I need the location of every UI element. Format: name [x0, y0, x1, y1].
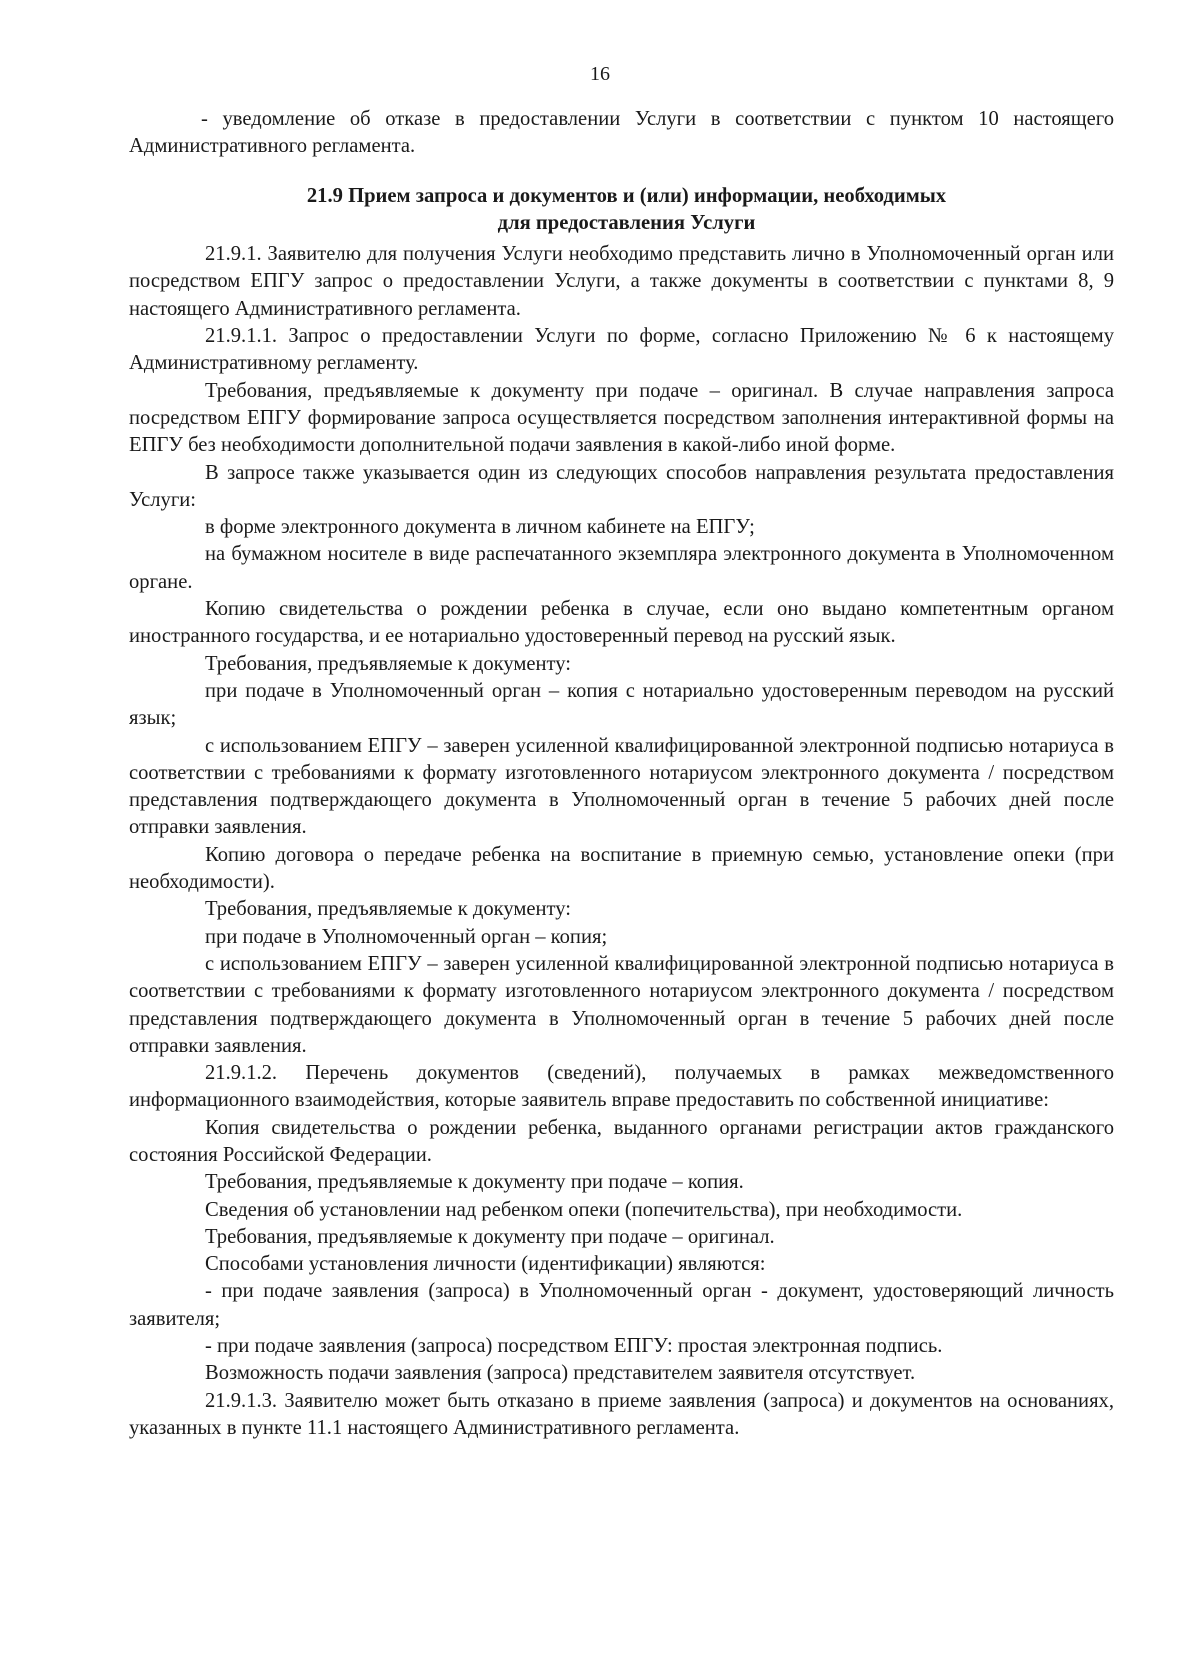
paragraph-foster-contract: Копию договора о передаче ребенка на воспитание в приемную семью, установление опеки (при необходимости).	[129, 843, 1114, 894]
paragraph-identification-office: - при подаче заявления (запроса) в Уполномоченный орган - документ, удостоверяющий личность заявителя;	[129, 1280, 1114, 1330]
paragraph-paper-form: на бумажном носителе в виде распечатанного экземпляра электронного документа в Уполномоченном органе.	[129, 543, 1114, 593]
paragraph-21-9-1-2: 21.9.1.2. Перечень документов (сведений), получаемых в рамках межведомственного информационного взаимодействия, которые заявитель вправе предоставить по собственной инициативе:	[129, 1062, 1114, 1112]
paragraph-21-9-1: 21.9.1. Заявителю для получения Услуги необходимо представить лично в Уполномоченный орган или посредством ЕПГУ запрос о предоставлении Услуги, а также документы в соответствии с пунктами 8, 9 настоящего Административного регламента.	[129, 243, 1114, 320]
paragraph-office-copy-translation: при подаче в Уполномоченный орган – копия с нотариально удостоверенным переводом на русский язык;	[129, 679, 1114, 730]
paragraph-office-copy: при подаче в Уполномоченный орган – копия;	[205, 925, 608, 948]
paragraph-requirements-2: Требования, предъявляемые к документу:	[205, 898, 572, 921]
paragraph-requirements-1: Требования, предъявляемые к документу:	[205, 652, 572, 675]
paragraph-result-methods: В запросе также указывается один из следующих способов направления результата предоставления Услуги:	[129, 461, 1114, 511]
section-heading-line-2: для предоставления Услуги	[497, 211, 756, 234]
paragraph-requirements-original: Требования, предъявляемые к документу при подаче – оригинал. В случае направления запроса посредством ЕПГУ формирование запроса осуществляется посредством заполнения интерактивной формы на ЕПГУ без необходимости дополнительной подачи заявления в какой-либо иной форме.	[129, 379, 1114, 457]
paragraph-21-9-1-3: 21.9.1.3. Заявителю может быть отказано в приеме заявления (запроса) и документов на основаниях, указанных в пункте 11.1 настоящего Административного регламента.	[129, 1389, 1114, 1439]
paragraph-electronic-form: в форме электронного документа в личном кабинете на ЕПГУ;	[205, 516, 755, 539]
document-body	[129, 106, 1114, 1442]
paragraph-21-9-1-1: 21.9.1.1. Запрос о предоставлении Услуги по форме, согласно Приложению № 6 к настоящему Административному регламенту.	[129, 325, 1114, 375]
paragraph-identification-methods: Способами установления личности (идентификации) являются:	[205, 1253, 766, 1276]
paragraph-requirements-original-2: Требования, предъявляемые к документу при подаче – оригинал.	[205, 1225, 775, 1248]
page-number: 16	[590, 63, 610, 85]
paragraph-identification-epgu: - при подаче заявления (запроса) посредством ЕПГУ: простая электронная подпись.	[205, 1335, 943, 1358]
paragraph-representative: Возможность подачи заявления (запроса) представителем заявителя отсутствует.	[205, 1362, 916, 1385]
section-heading-line-1: 21.9 Прием запроса и документов и (или) информации, необходимых	[306, 184, 947, 207]
paragraph-birth-certificate-foreign: Копию свидетельства о рождении ребенка в случае, если оно выдано компетентным органом иностранного государства, и ее нотариально удостоверенный перевод на русский язык.	[129, 598, 1114, 648]
section-heading	[129, 183, 1114, 238]
paragraph-requirements-copy: Требования, предъявляемые к документу при подаче – копия.	[205, 1171, 744, 1194]
paragraph-guardianship-info: Сведения об установлении над ребенком опеки (попечительства), при необходимости.	[205, 1198, 963, 1221]
intro-paragraph: - уведомление об отказе в предоставлении Услуги в соответствии с пунктом 10 настоящего Административного регламента.	[129, 108, 1114, 158]
paragraph-epgu-signature-1: с использованием ЕПГУ – заверен усиленной квалифицированной электронной подписью нотариуса в соответствии с требованиями к формату изготовленного нотариусом электронного документа / посредством представления подтверждающего документа в Уполномоченный орган в течение 5 рабочих дней после отправки заявления.	[129, 734, 1114, 839]
paragraph-epgu-signature-2: с использованием ЕПГУ – заверен усиленной квалифицированной электронной подписью нотариуса в соответствии с требованиями к формату изготовленного нотариусом электронного документа / посредством представления подтверждающего документа в Уполномоченный орган в течение 5 рабочих дней после отправки заявления.	[129, 952, 1114, 1057]
paragraph-birth-certificate-rf: Копия свидетельства о рождении ребенка, выданного органами регистрации актов гражданского состояния Российской Федерации.	[129, 1116, 1114, 1166]
